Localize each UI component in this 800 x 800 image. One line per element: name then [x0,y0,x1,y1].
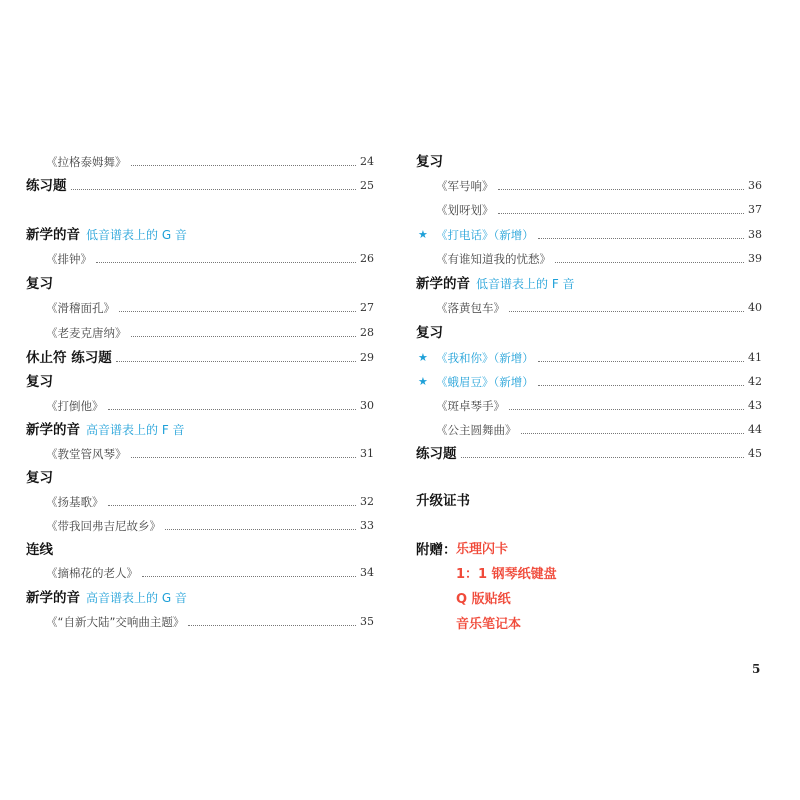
toc-heading [416,274,575,294]
toc-song-title: 《摘棉花的老人》 [46,566,138,580]
toc-heading-text: 连线 [26,542,53,558]
toc-song-title: 《有谁知道我的忧愁》 [436,252,551,266]
toc-entry [0,396,770,418]
toc-entry [0,420,770,442]
toc-entry [0,323,770,345]
toc-page-number: 27 [360,301,374,314]
toc-song-title: 《公主圆舞曲》 [436,423,517,437]
toc-song-title: 《打电话》（新增） [436,228,534,242]
toc-page-number: 29 [360,351,374,364]
toc-page-number: 32 [360,495,374,508]
new-star-icon: ★ [418,351,428,364]
toc-heading-text: 新学的音 [26,422,80,438]
toc-page-number: 38 [748,228,762,241]
toc-heading-text: 复习 [26,276,53,292]
new-star-icon: ★ [418,375,428,388]
toc-song-title: 《军号响》 [436,179,494,193]
new-note-subtitle: 低音谱表上的 F 音 [476,277,575,291]
toc-entry [0,176,770,198]
toc-song-title: 《扬基歌》 [46,495,104,509]
certificate-entry: 升级证书 [416,493,470,509]
toc-page-number: 37 [748,203,762,216]
toc-song-title: 《我和你》（新增） [436,351,534,365]
gift-item: Q 版贴纸 [456,592,511,607]
toc-page-number: 43 [748,399,762,412]
gift-item: 乐理闪卡 [456,542,509,557]
toc-heading-text: 新学的音 [26,227,80,243]
toc-entry [0,372,770,394]
toc-page-number: 33 [360,519,374,532]
toc-entry [0,468,380,490]
toc-song-title: 《斑卓琴手》 [436,399,505,413]
leader-dots [461,457,744,458]
toc-heading [416,444,457,464]
toc-entry [0,274,770,296]
toc-page-number: 42 [748,375,762,388]
toc-page-number: 26 [360,252,374,265]
toc-heading [26,540,53,560]
leader-dots [188,625,356,626]
toc-heading [26,588,187,608]
toc-entry [0,444,770,466]
toc-entry [0,225,770,247]
new-note-subtitle: 高音谱表上的 F 音 [86,423,185,437]
leader-dots [521,433,744,434]
toc-page-number: 34 [360,566,374,579]
toc-page-number: 44 [748,423,762,436]
leader-dots [538,238,744,239]
toc-page-number: 28 [360,326,374,339]
toc-song-title: 《教堂管风琴》 [46,447,127,461]
toc-heading-text: 复习 [26,470,53,486]
toc-entry [0,563,380,585]
toc-entry [0,588,380,610]
gift-item: 1：1 钢琴纸键盘 [456,567,557,582]
leader-dots [498,213,744,214]
gifts-label: 附赠： [416,542,457,558]
toc-page-number: 39 [748,252,762,265]
toc-heading-text: 新学的音 [26,590,80,606]
toc-heading-text: 练习题 [26,178,67,194]
toc-song-title: 《带我回弗吉尼故乡》 [46,519,161,533]
toc-entry [0,348,770,370]
toc-entry [0,516,380,538]
leader-dots [498,189,744,190]
toc-song-title: 《“自新大陆”交响曲主题》 [46,615,185,629]
leader-dots [142,576,356,577]
leader-dots [538,385,744,386]
toc-entry [0,152,770,174]
toc-entry [0,540,380,562]
toc-entry [0,200,770,222]
gift-item: 音乐笔记本 [456,617,522,632]
toc-song-title: 《拉格泰姆舞》 [46,155,127,169]
toc-song-title: 《排钟》 [46,252,92,266]
toc-page-number: 30 [360,399,374,412]
toc-heading-text: 复习 [416,325,443,341]
toc-heading-text: 复习 [26,374,53,390]
toc-song-title: 《落黄包车》 [436,301,505,315]
toc-song-title: 《老麦克唐纳》 [46,326,127,340]
toc-entry [0,612,380,634]
leader-dots [538,361,744,362]
leader-dots [165,529,356,530]
leader-dots [555,262,744,263]
toc-page-number: 31 [360,447,374,460]
toc-heading [416,152,443,172]
toc-heading-text: 复习 [416,154,443,170]
toc-heading-text: 练习题 [416,446,457,462]
toc-page-number: 40 [748,301,762,314]
new-note-subtitle: 高音谱表上的 G 音 [86,591,187,605]
toc-heading [26,468,53,488]
toc-heading [416,323,443,343]
leader-dots [509,311,744,312]
toc-entry [0,298,770,320]
toc-heading-text: 新学的音 [416,276,470,292]
new-star-icon: ★ [418,228,428,241]
toc-page-number: 35 [360,615,374,628]
toc-page-number: 41 [748,351,762,364]
toc-song-title: 《划呀划》 [436,203,494,217]
toc-entry [0,492,380,514]
leader-dots [108,505,356,506]
toc-heading-text: 休止符 练习题 [26,350,112,366]
page-number: 5 [752,662,761,676]
toc-song-title: 《蛾眉豆》（新增） [436,375,534,389]
toc-song-title: 《滑稽面孔》 [46,301,115,315]
toc-page-number: 24 [360,155,374,168]
toc-entry [0,249,770,271]
toc-page-number: 36 [748,179,762,192]
new-note-subtitle: 低音谱表上的 G 音 [86,228,187,242]
toc-song-title: 《打倒他》 [46,399,104,413]
toc-page-number: 45 [748,447,762,460]
leader-dots [509,409,744,410]
toc-page-number: 25 [360,179,374,192]
